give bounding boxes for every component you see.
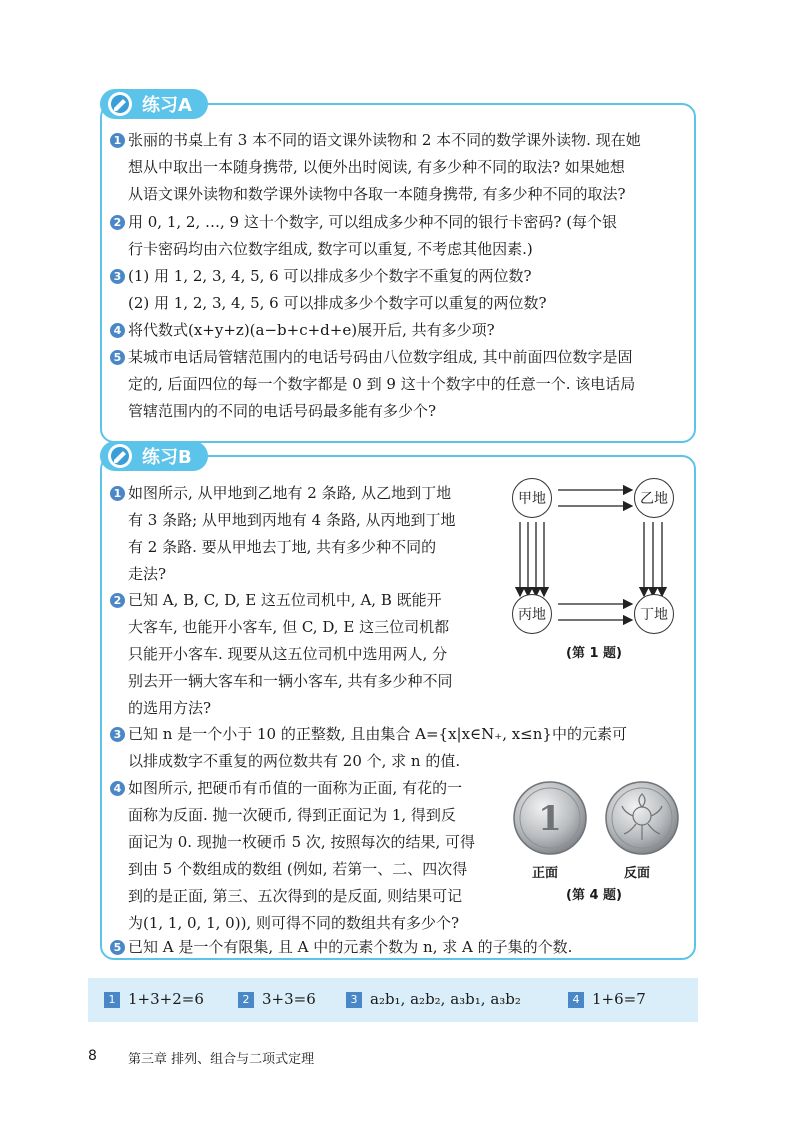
coin-front-label: 正面 xyxy=(532,866,559,881)
question-a2-line: 行卡密码均由六位数字组成, 数字可以重复, 不考虑其他因素.) xyxy=(128,240,533,258)
answer-text: 3+3=6 xyxy=(262,990,316,1008)
svg-text:1: 1 xyxy=(538,799,562,839)
answer-item xyxy=(346,990,521,1008)
answer-item xyxy=(238,990,316,1008)
exercise-b-tag xyxy=(100,441,208,471)
question-b1-line: 有 3 条路; 从甲地到丙地有 4 条路, 从丙地到丁地 xyxy=(128,511,456,529)
answer-item xyxy=(104,990,204,1008)
question-b4-line: 到由 5 个数组成的数组 (例如, 若第一、二、四次得 xyxy=(128,860,468,878)
answer-number: 2 xyxy=(238,992,254,1008)
question-b1-line: 走法? xyxy=(128,565,167,583)
question-number-a3: 3 xyxy=(110,269,125,284)
chapter-title: 第三章 排列、组合与二项式定理 xyxy=(128,1052,315,1067)
question-b4-line: 面记为 0. 现抛一枚硬币 5 次, 按照每次的结果, 可得 xyxy=(128,833,476,851)
question-b5-line: 已知 A 是一个有限集, 且 A 中的元素个数为 n, 求 A 的子集的个数. xyxy=(128,938,573,956)
node-jia: 甲地 xyxy=(512,478,552,518)
answer-text: a₂b₁, a₂b₂, a₃b₁, a₃b₂ xyxy=(370,990,521,1008)
exercise-a-title: 练习A xyxy=(142,95,192,116)
question-b2-line: 只能开小客车. 现要从这五位司机中选用两人, 分 xyxy=(128,645,448,663)
question-a4-line: 将代数式(x+y+z)(a−b+c+d+e)展开后, 共有多少项? xyxy=(128,321,495,339)
answer-text: 1+6=7 xyxy=(592,990,646,1008)
question-b2-line: 已知 A, B, C, D, E 这五位司机中, A, B 既能开 xyxy=(128,591,442,609)
question-b4-line: 面称为反面. 抛一次硬币, 得到正面记为 1, 得到反 xyxy=(128,806,456,824)
question-b4-line: 为(1, 1, 0, 1, 0)), 则可得不同的数组共有多少个? xyxy=(128,914,459,932)
question-a1-line: 张丽的书桌上有 3 本不同的语文课外读物和 2 本不同的数学课外读物. 现在她 xyxy=(128,131,641,149)
coin-images xyxy=(512,780,690,858)
question-number-a4: 4 xyxy=(110,323,125,338)
question-number-b2: 2 xyxy=(110,593,125,608)
coin-front-image xyxy=(514,782,586,854)
question-a5-line: 定的, 后面四位的每一个数字都是 0 到 9 这十个数字中的任意一个. 该电话局 xyxy=(128,375,636,393)
question-a5-line: 管辖范围内的不同的电话号码最多能有多少个? xyxy=(128,402,437,420)
answer-number: 1 xyxy=(104,992,120,1008)
pencil-badge-icon xyxy=(106,442,134,470)
question-a3-line: (2) 用 1, 2, 3, 4, 5, 6 可以排成多少个数字可以重复的两位数? xyxy=(128,294,547,312)
question-a3-line: (1) 用 1, 2, 3, 4, 5, 6 可以排成多少个数字不重复的两位数? xyxy=(128,267,532,285)
exercise-a-tag xyxy=(100,89,208,119)
question-a1-line: 想从中取出一本随身携带, 以便外出时阅读, 有多少种不同的取法? 如果她想 xyxy=(128,158,625,176)
route-diagram xyxy=(510,478,690,663)
question-number-b4: 4 xyxy=(110,781,125,796)
pencil-badge-icon xyxy=(106,90,134,118)
question-b1-line: 有 2 条路. 要从甲地去丁地, 共有多少种不同的 xyxy=(128,538,437,556)
question-a1-line: 从语文课外读物和数学课外读物中各取一本随身携带, 有多少种不同的取法? xyxy=(128,185,626,203)
question-b4-line: 到的是正面, 第三、五次得到的是反面, 则结果可记 xyxy=(128,887,463,905)
figure-4-caption: (第 4 题) xyxy=(566,888,622,903)
question-number-b1: 1 xyxy=(110,486,125,501)
coin-back-image xyxy=(606,782,678,854)
question-number-a1: 1 xyxy=(110,133,125,148)
answer-text: 1+3+2=6 xyxy=(128,990,204,1008)
question-a5-line: 某城市电话局管辖范围内的电话号码由八位数字组成, 其中前面四位数字是固 xyxy=(128,348,633,366)
question-a2-line: 用 0, 1, 2, …, 9 这十个数字, 可以组成多少种不同的银行卡密码? (每个银 xyxy=(128,213,618,231)
question-number-b5: 5 xyxy=(110,940,125,955)
page-number: 8 xyxy=(88,1048,97,1064)
question-b1-line: 如图所示, 从甲地到乙地有 2 条路, 从乙地到丁地 xyxy=(128,484,452,502)
question-b4-line: 如图所示, 把硬币有币值的一面称为正面, 有花的一 xyxy=(128,779,463,797)
question-number-b3: 3 xyxy=(110,727,125,742)
coin-figure xyxy=(512,780,690,903)
question-b3-line: 已知 n 是一个小于 10 的正整数, 且由集合 A={x|x∈N₊, x≤n}中的元素可 xyxy=(128,725,627,743)
coin-back-label: 反面 xyxy=(624,866,651,881)
answer-number: 3 xyxy=(346,992,362,1008)
question-b2-line: 别去开一辆大客车和一辆小客车, 共有多少种不同 xyxy=(128,672,453,690)
node-yi: 乙地 xyxy=(634,478,674,518)
node-ding: 丁地 xyxy=(634,594,674,634)
question-b2-line: 的选用方法? xyxy=(128,699,212,717)
exercise-b-title: 练习B xyxy=(142,447,192,468)
answer-strip xyxy=(88,978,698,1022)
answer-number: 4 xyxy=(568,992,584,1008)
question-number-a2: 2 xyxy=(110,215,125,230)
question-b3-line: 以排成数字不重复的两位数共有 20 个, 求 n 的值. xyxy=(128,752,461,770)
figure-1-caption: (第 1 题) xyxy=(566,646,622,661)
question-b2-line: 大客车, 也能开小客车, 但 C, D, E 这三位司机都 xyxy=(128,618,450,636)
node-bing: 丙地 xyxy=(512,594,552,634)
question-number-a5: 5 xyxy=(110,350,125,365)
answer-item xyxy=(568,990,646,1008)
